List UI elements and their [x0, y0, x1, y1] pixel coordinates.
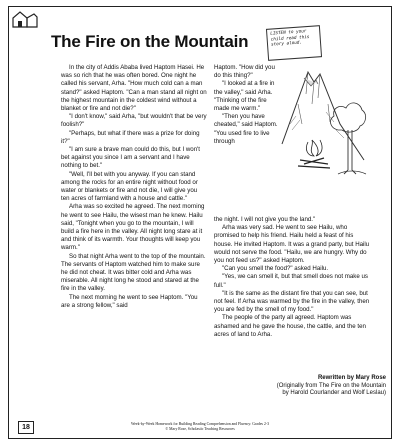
- paragraph: the night. I will not give you the land.": [214, 216, 316, 223]
- paragraph: Arha was very sad. He went to see Hailu, who promised to help his friend. Hailu held a feast of his house. He invited Haptom. It was a grand party, but Hailu would not serve the food. "Hailu, we are hungry. Why do you not feed us?" asked Haptom.: [214, 224, 370, 265]
- credit-line: by Harold Courlander and Wolf Leslau): [282, 390, 386, 397]
- paragraph: The people of the party all agreed. Haptom was ashamed and he gave the house, the cattle, and the ten acres of land to Arha.: [214, 314, 366, 338]
- paragraph: "Then you have cheated," said Haptom. "You used fire to live through: [214, 113, 278, 145]
- paragraph: "I don't know," said Arha, "but wouldn't that be very foolish?": [61, 113, 207, 129]
- page-number: 18: [18, 421, 34, 434]
- paragraph: "I looked at a fire in the valley," said Arha. "Thinking of the fire made me warm.": [214, 80, 275, 113]
- footer-line: Week-by-Week Homework for Building Reading Comprehension and Fluency: Grades 2-3: [130, 422, 270, 426]
- story-credit: [277, 375, 386, 398]
- credit-line: Rewritten by Mary Rose: [317, 375, 386, 381]
- listen-note: LISTEN to your child read this story aloud.: [266, 25, 322, 61]
- footer: [70, 422, 330, 432]
- paragraph: So that night Arha went to the top of the mountain. The servants of Haptom watched him to make sure he did not cheat. It was bitter cold and Arha was miserable. All night long he stood and stared at the fire in the valley.: [61, 252, 206, 293]
- paragraph: "Perhaps, but what if there was a prize for doing it?": [61, 129, 200, 145]
- paragraph: "I am sure a brave man could do this, but I won't bet against you since I am a servant and I have nothing to bet.": [61, 146, 201, 170]
- paragraph: "It is the same as the distant fire that you can see, but not feel. If Arha was warmed by the fire in the valley, then you are fed by the smell of my food.": [214, 289, 370, 314]
- paragraph: "Yes, we can smell it, but that smell does not make us full.": [214, 273, 368, 289]
- paragraph: Haptom. "How did you do this thing?": [214, 64, 275, 80]
- paragraph: Arha was so excited he agreed. The next morning he went to see Hailu, the wisest man he knew. Hailu said, "Tonight when you go to the mountain, I will build a fire here in the valley. All night long stare at it and think of its warmth. Your thoughts will keep you warm.": [61, 203, 205, 252]
- mountain-fire-illustration: [278, 64, 368, 182]
- story-title: The Fire on the Mountain: [51, 32, 249, 51]
- paragraph: The next morning he went to see Haptom. "You are a strong fellow," said: [61, 293, 198, 309]
- story-column-right-bottom: [214, 216, 370, 339]
- paragraph: In the city of Addis Ababa lived Haptom Hasei. He was so rich that he was often bored. One night he called his servant, Arha. "How much cold can a man stand?" asked Haptom. "Can a man stand all night on the highest mountain in the coldest wind without a blanket or fire and not die?": [61, 64, 207, 113]
- paragraph: "Can you smell the food?" asked Hailu.: [222, 265, 329, 273]
- paragraph: "Well, I'll bet with you anyway. If you can stand among the rocks for an entire night without food or water or blankets or fire and not die, I will give you ten acres of farmland with a house and cattle.": [61, 170, 198, 203]
- house-icon: [12, 10, 38, 28]
- story-column-left: [61, 64, 207, 310]
- story-column-right-top: [214, 64, 278, 146]
- credit-line: (Originally from The Fire on the Mountain: [276, 382, 386, 389]
- footer-line: © Mary Rose, Scholastic Teaching Resources: [165, 427, 235, 431]
